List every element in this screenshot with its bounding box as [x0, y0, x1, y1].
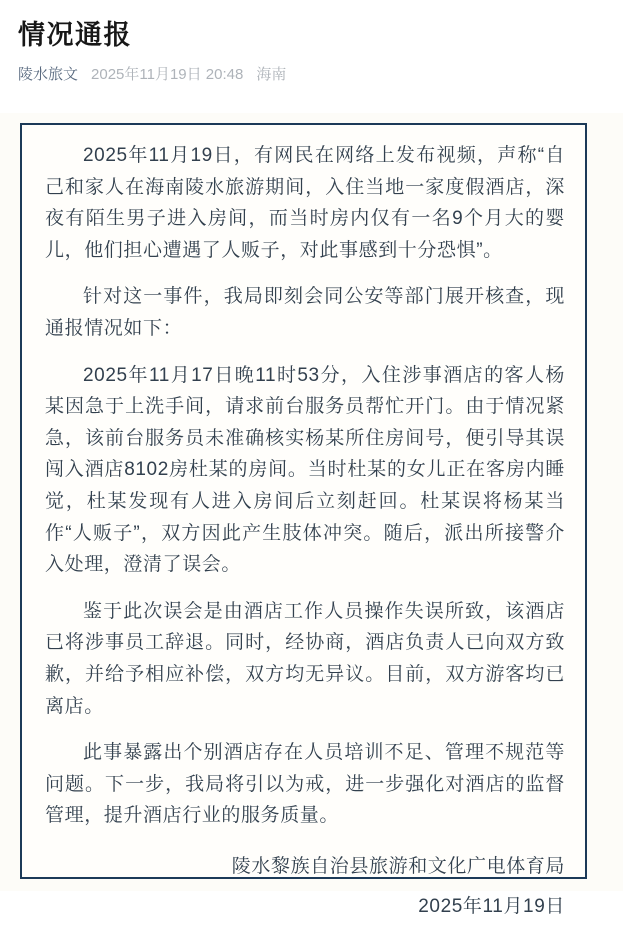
notice-paragraph-2: 针对这一事件，我局即刻会同公安等部门展开核查，现通报情况如下： [45, 286, 565, 339]
notice-paragraph-3: 2025年11月17日晚11时53分，入住涉事酒店的客人杨某因急于上洗手间，请求前台服务员帮忙开门。由于情况紧急，该前台服务员未准确核实杨某所住房间号，便引导其误闯入酒店8102房杜某的房间。当时杜某的女儿正在客房内睡觉，杜某发现有人进入房间后立刻赶回。杜某误将杨某当作“人贩子”，双方因此产生肢体冲突。随后，派出所接警介入处理，澄清了误会。 [45, 364, 565, 576]
notice-paragraph-1: 2025年11月19日，有网民在网络上发布视频，声称“自己和家人在海南陵水旅游期间，入住当地一家度假酒店，深夜有陌生男子进入房间，而当时房内仅有一名9个月大的婴儿，他们担心遭遇了人贩子，对此事感到十分恐惧”。 [45, 145, 565, 261]
page-title: 情况通报 [18, 20, 132, 50]
account-name-link[interactable]: 陵水旅文 [18, 66, 79, 83]
notice-frame [20, 123, 587, 917]
notice-image [0, 113, 623, 917]
publish-datetime: 2025年11月19日 20:48 [91, 66, 244, 83]
publish-location: 海南 [256, 66, 287, 83]
notice-paragraph-4: 鉴于此次误会是由酒店工作人员操作失误所致，该酒店已将涉事员工辞退。同时，经协商，酒店负责人已向双方致歉，并给予相应补偿，双方均无异议。目前，双方游客均已离店。 [45, 600, 565, 717]
signature-block [45, 847, 565, 927]
byline [18, 65, 605, 85]
signature-date: 2025年11月19日 [418, 895, 565, 917]
signature-org: 陵水黎族自治县旅游和文化广电体育局 [231, 855, 565, 877]
notice-paragraph-5: 此事暴露出个别酒店存在人员培训不足、管理不规范等问题。下一步，我局将引以为戒，进一步强化对酒店的监督管理，提升酒店行业的服务质量。 [45, 742, 565, 827]
